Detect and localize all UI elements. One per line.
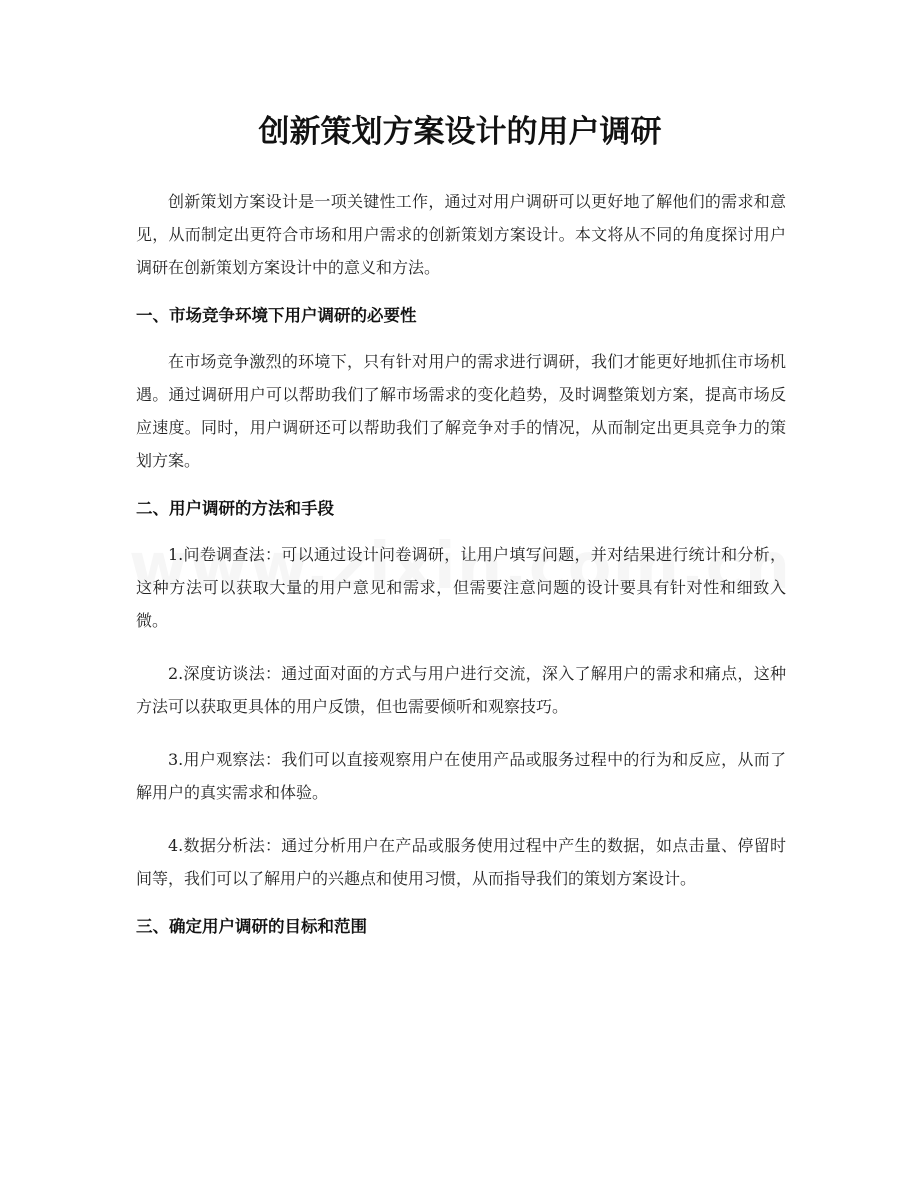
document-title: 创新策划方案设计的用户调研 — [258, 114, 662, 150]
section-2-paragraph-1: 1.问卷调查法：可以通过设计问卷调研，让用户填写问题，并对结果进行统计和分析，这种方法可以获取大量的用户意见和需求，但需要注意问题的设计要具有针对性和细致入微。 — [136, 545, 786, 630]
section-heading-1: 一、市场竞争环境下用户调研的必要性 — [136, 306, 417, 325]
section-heading-3: 三、确定用户调研的目标和范围 — [136, 917, 367, 936]
intro-paragraph: 创新策划方案设计是一项关键性工作，通过对用户调研可以更好地了解他们的需求和意见，从而制定出更符合市场和用户需求的创新策划方案设计。本文将从不同的角度探讨用户调研在创新策划方案设计中的意义和方法。 — [136, 192, 786, 277]
section-1-paragraph-1: 在市场竞争激烈的环境下，只有针对用户的需求进行调研，我们才能更好地抓住市场机遇。通过调研用户可以帮助我们了解市场需求的变化趋势，及时调整策划方案，提高市场反应速度。同时，用户调研还可以帮助我们了解竞争对手的情况，从而制定出更具竞争力的策划方案。 — [136, 352, 786, 470]
section-2-paragraph-3: 3.用户观察法：我们可以直接观察用户在使用产品或服务过程中的行为和反应，从而了解用户的真实需求和体验。 — [136, 750, 786, 802]
section-2-paragraph-2: 2.深度访谈法：通过面对面的方式与用户进行交流，深入了解用户的需求和痛点，这种方法可以获取更具体的用户反馈，但也需要倾听和观察技巧。 — [136, 664, 786, 716]
section-2-paragraph-4: 4.数据分析法：通过分析用户在产品或服务使用过程中产生的数据，如点击量、停留时间等，我们可以了解用户的兴趣点和使用习惯，从而指导我们的策划方案设计。 — [136, 836, 786, 888]
document-body — [136, 185, 786, 939]
section-heading-2: 二、用户调研的方法和手段 — [136, 499, 334, 518]
